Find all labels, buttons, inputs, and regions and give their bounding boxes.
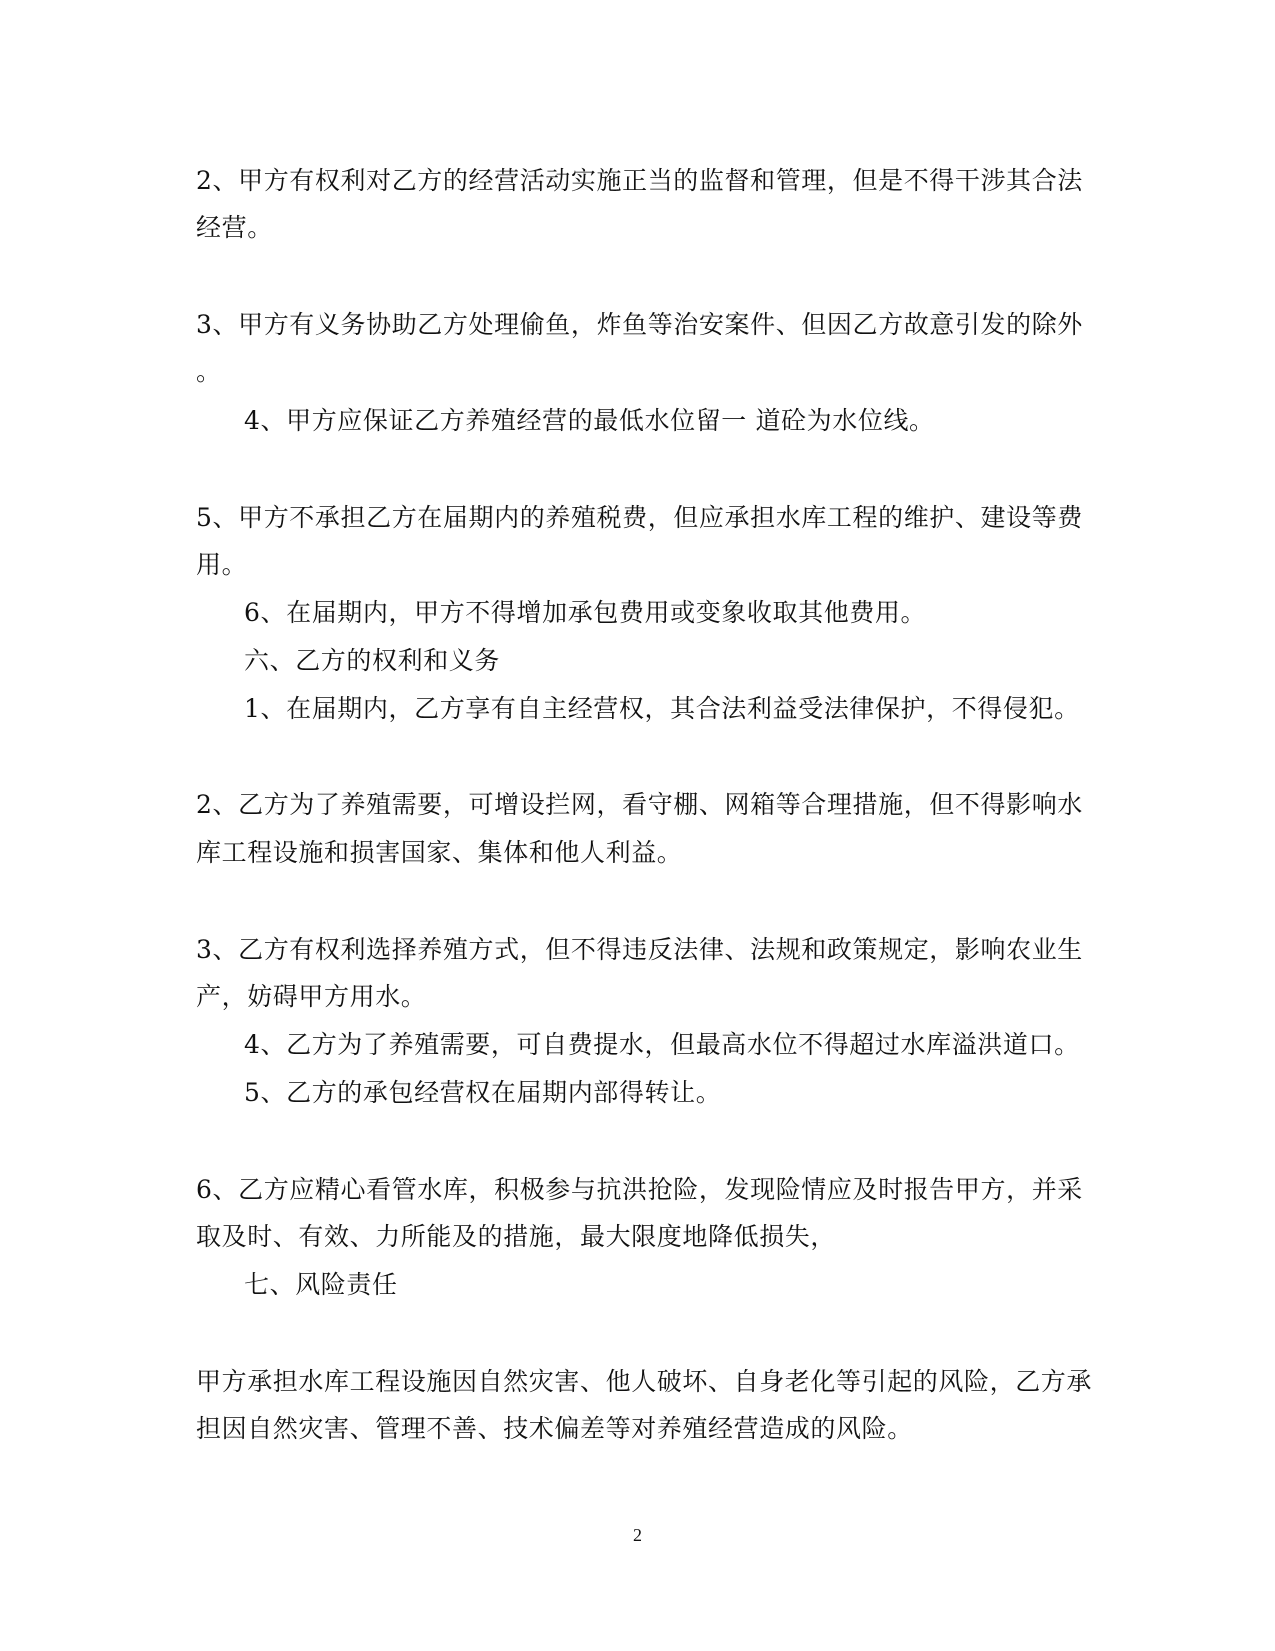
text-line: 。 [196, 357, 222, 386]
text-line: 用。 [196, 550, 248, 579]
page-number: 2 [633, 1525, 642, 1545]
text-line: 取及时、有效、力所能及的措施，最大限度地降低损失， [196, 1222, 837, 1251]
text-line: 5、甲方不承担乙方在届期内的养殖税费，但应承担水库工程的维护、建设等费 [196, 503, 1083, 532]
text-line: 5、乙方的承包经营权在届期内部得转让。 [244, 1078, 722, 1107]
section-heading: 六、乙方的权利和义务 [244, 646, 501, 675]
text-line: 1、在届期内，乙方享有自主经营权，其合法利益受法律保护，不得侵犯。 [244, 694, 1080, 723]
text-line: 6、在届期内，甲方不得增加承包费用或变象收取其他费用。 [244, 598, 927, 627]
text-line: 担因自然灾害、管理不善、技术偏差等对养殖经营造成的风险。 [196, 1414, 913, 1443]
text-line: 2、甲方有权利对乙方的经营活动实施正当的监督和管理，但是不得干涉其合法 [196, 166, 1083, 195]
text-line: 4、乙方为了养殖需要，可自费提水，但最高水位不得超过水库溢洪道口。 [244, 1030, 1080, 1059]
text-line: 6、乙方应精心看管水库，积极参与抗洪抢险，发现险情应及时报告甲方，并采 [196, 1175, 1083, 1204]
text-line: 经营。 [196, 213, 273, 242]
text-line: 甲方承担水库工程设施因自然灾害、他人破坏、自身老化等引起的风险，乙方承 [196, 1367, 1093, 1396]
text-line: 库工程设施和损害国家、集体和他人利益。 [196, 838, 683, 867]
section-heading: 七、风险责任 [244, 1270, 398, 1299]
text-line: 4、甲方应保证乙方养殖经营的最低水位留一 道砼为水位线。 [244, 406, 935, 435]
text-line: 2、乙方为了养殖需要，可增设拦网，看守棚、网箱等合理措施，但不得影响水 [196, 790, 1083, 819]
text-line: 3、甲方有义务协助乙方处理偷鱼，炸鱼等治安案件、但因乙方故意引发的除外 [196, 310, 1083, 339]
text-line: 3、乙方有权利选择养殖方式，但不得违反法律、法规和政策规定，影响农业生 [196, 935, 1083, 964]
text-line: 产，妨碍甲方用水。 [196, 982, 427, 1011]
